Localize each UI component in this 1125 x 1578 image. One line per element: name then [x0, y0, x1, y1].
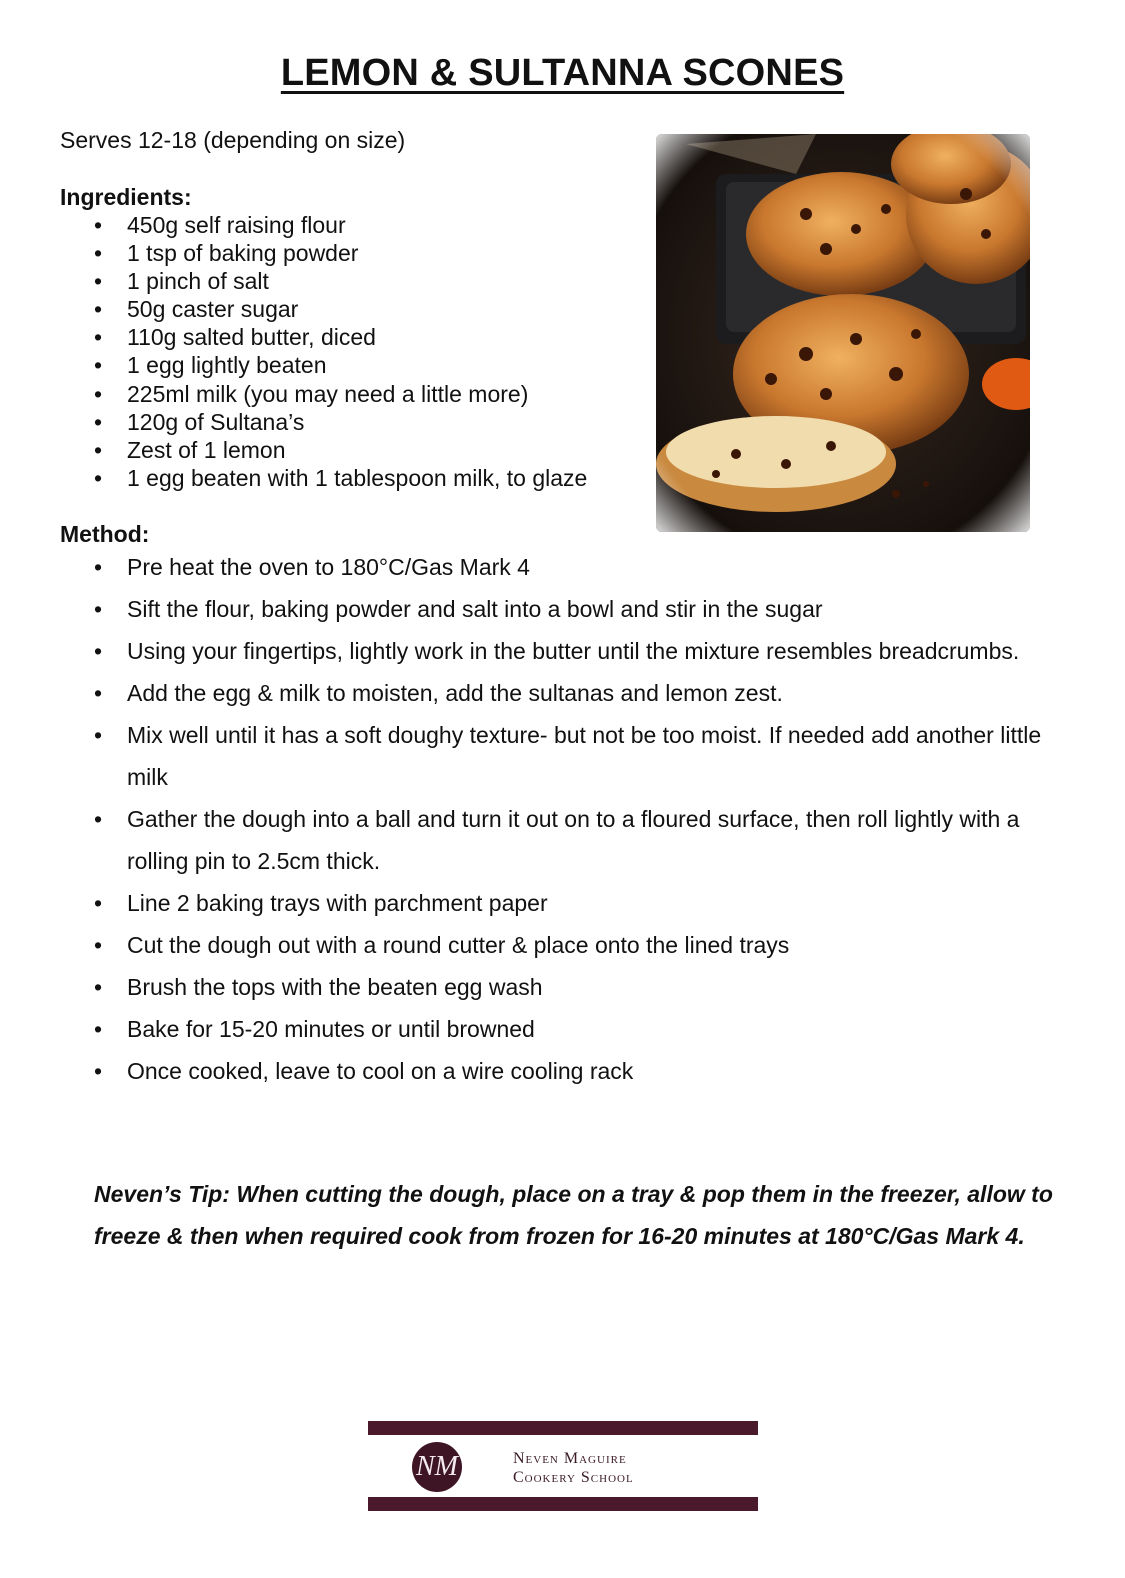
method-step: • Using your fingertips, lightly work in the butter until the mixture resembles breadcrumbs.	[60, 630, 1070, 672]
ingredient-item: • Zest of 1 lemon	[60, 436, 680, 464]
scones-photo	[656, 134, 1030, 532]
method-step: • Gather the dough into a ball and turn it out on to a floured surface, then roll lightly with a rolling pin to 2.5cm thick.	[60, 798, 1070, 882]
logo-emblem-icon: NM	[412, 1442, 462, 1492]
ingredient-item: • 450g self raising flour	[60, 211, 680, 239]
method-step: • Line 2 baking trays with parchment paper	[60, 882, 1070, 924]
ingredient-item: • 120g of Sultana’s	[60, 408, 680, 436]
cookery-school-logo	[368, 1421, 758, 1511]
ingredient-item: • 1 egg lightly beaten	[60, 351, 680, 379]
page-title: LEMON & SULTANNA SCONES	[280, 52, 845, 94]
method-step: • Bake for 15-20 minutes or until browned	[60, 1008, 1070, 1050]
logo-text	[513, 1449, 634, 1487]
serves-text: Serves 12-18 (depending on size)	[60, 127, 406, 153]
method-step: • Pre heat the oven to 180°C/Gas Mark 4	[60, 546, 1070, 588]
chef-tip: Neven’s Tip: When cutting the dough, place on a tray & pop them in the freezer, allow to freeze & then when required cook from frozen for 16-20 minutes at 180°C/Gas Mark 4.	[94, 1181, 1053, 1249]
ingredient-item: • 1 egg beaten with 1 tablespoon milk, to glaze	[60, 464, 680, 492]
method-step: • Brush the tops with the beaten egg wash	[60, 966, 1070, 1008]
ingredient-item: • 50g caster sugar	[60, 295, 680, 323]
ingredient-item: • 110g salted butter, diced	[60, 323, 680, 351]
ingredients-list	[60, 211, 680, 492]
logo-bar-bottom	[368, 1497, 758, 1511]
method-step: • Mix well until it has a soft doughy texture- but not be too moist. If needed add another little milk	[60, 714, 1070, 798]
method-step: • Once cooked, leave to cool on a wire cooling rack	[60, 1050, 1070, 1092]
ingredients-heading: Ingredients:	[60, 184, 192, 210]
logo-line-2: Cookery School	[513, 1469, 634, 1486]
ingredient-item: • 225ml milk (you may need a little more)	[60, 380, 680, 408]
logo-bar-top	[368, 1421, 758, 1435]
method-heading: Method:	[60, 521, 150, 547]
ingredient-item: • 1 tsp of baking powder	[60, 239, 680, 267]
ingredient-item: • 1 pinch of salt	[60, 267, 680, 295]
method-list	[60, 546, 1070, 1092]
logo-line-1: Neven Maguire	[513, 1450, 627, 1467]
method-step: • Cut the dough out with a round cutter & place onto the lined trays	[60, 924, 1070, 966]
method-step: • Sift the flour, baking powder and salt into a bowl and stir in the sugar	[60, 588, 1070, 630]
method-step: • Add the egg & milk to moisten, add the sultanas and lemon zest.	[60, 672, 1070, 714]
